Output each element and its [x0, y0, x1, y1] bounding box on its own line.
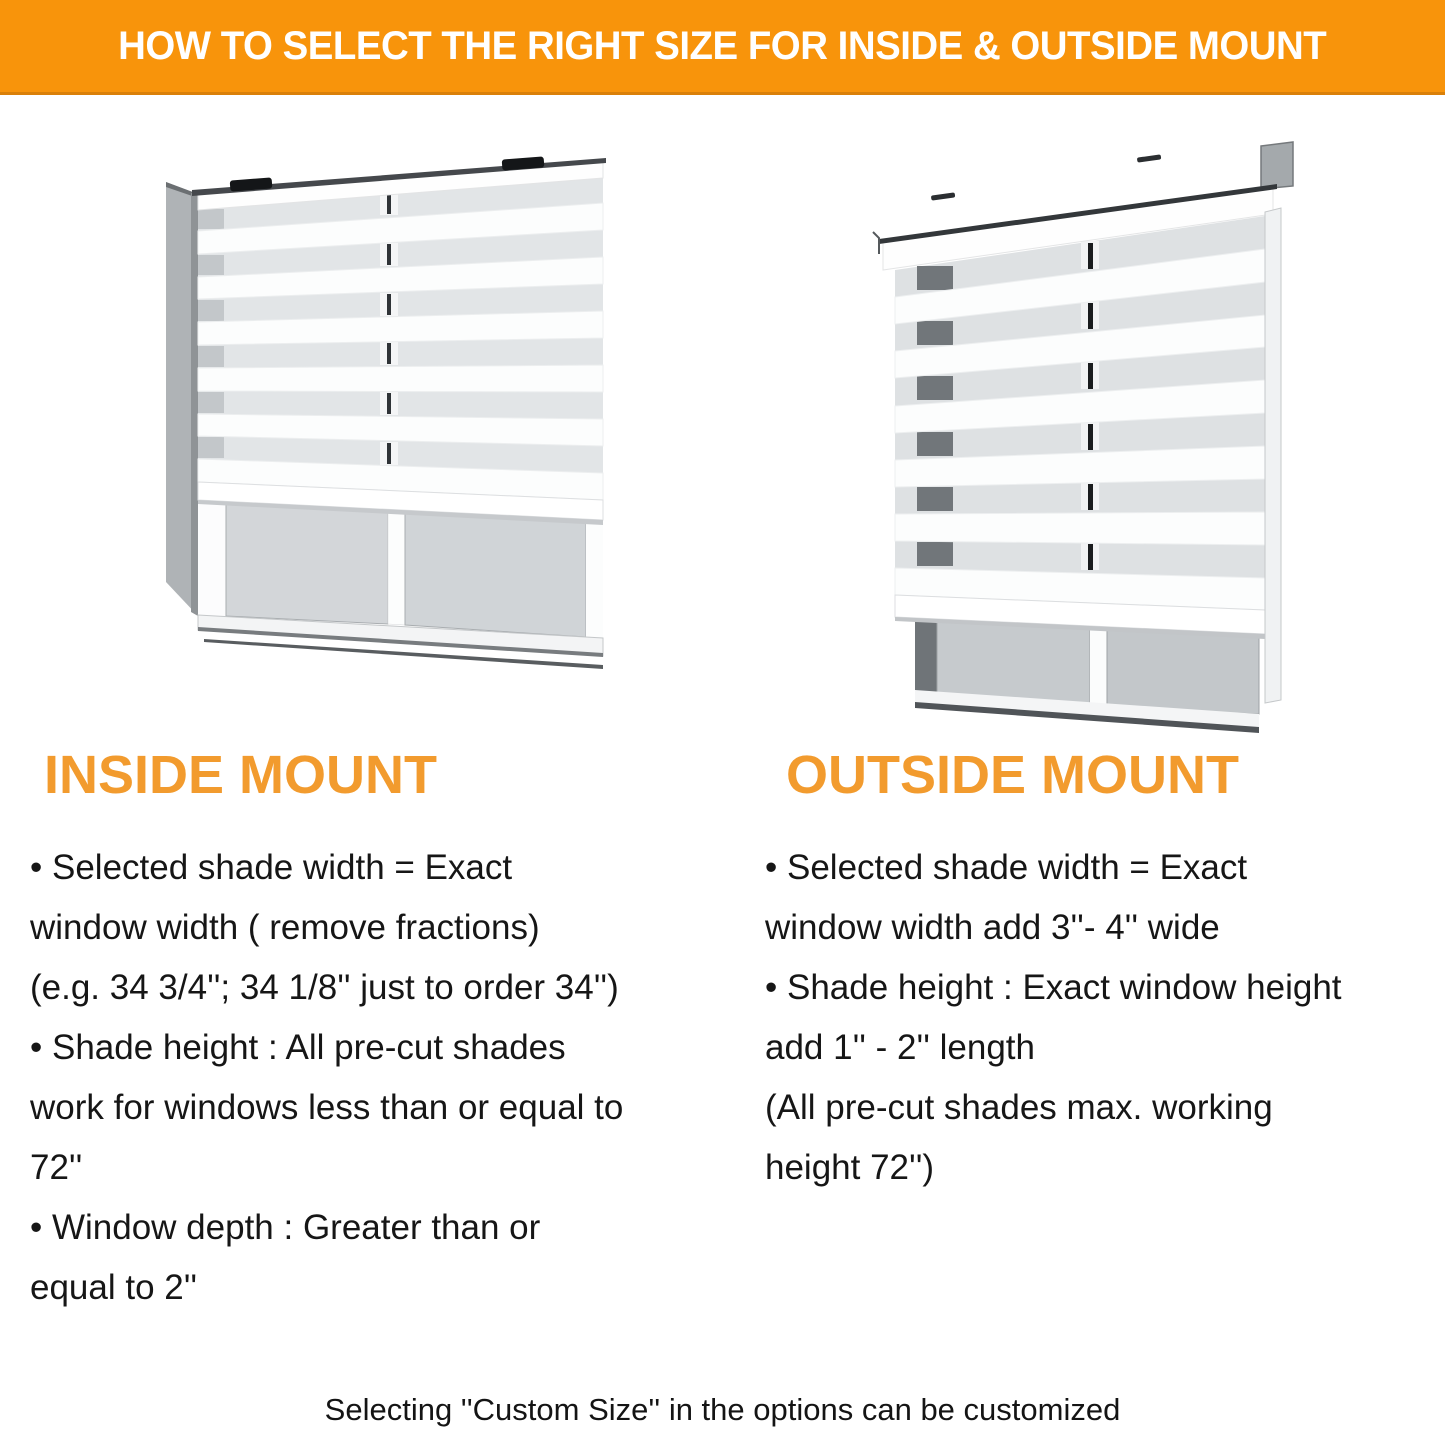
spec-line: (e.g. 34 3/4''; 34 1/8'' just to order 34''): [30, 968, 619, 1007]
spec-line: height 72''): [765, 1148, 935, 1187]
banner-title: HOW TO SELECT THE RIGHT SIZE FOR INSIDE & OUTSIDE MOUNT: [118, 23, 1327, 68]
footer-note: Selecting ''Custom Size'' in the options can be customized: [324, 1392, 1121, 1427]
spec-line: add 1'' - 2'' length: [765, 1028, 1035, 1067]
inside-mount-illustration: [158, 148, 616, 708]
spec-line: (All pre-cut shades max. working: [765, 1088, 1273, 1127]
spec-line: • Window depth : Greater than or: [30, 1208, 541, 1247]
zebra-shade: [895, 216, 1265, 639]
inside-mount-specs: [30, 838, 720, 1318]
inside-mount-heading: INSIDE MOUNT: [44, 745, 438, 805]
spec-line: • Selected shade width = Exact: [765, 848, 1248, 887]
spec-line: • Selected shade width = Exact: [30, 848, 513, 887]
spec-line: • Shade height : All pre-cut shades: [30, 1028, 566, 1067]
side-rail: [1265, 208, 1281, 703]
spec-line: 72'': [30, 1148, 83, 1187]
outside-mount-specs: [765, 838, 1405, 1198]
outside-mount-heading: OUTSIDE MOUNT: [786, 745, 1239, 805]
top-banner: [0, 0, 1445, 95]
spec-line: • Shade height : Exact window height: [765, 968, 1342, 1007]
spec-line: equal to 2'': [30, 1268, 198, 1307]
spec-line: work for windows less than or equal to: [30, 1088, 624, 1127]
outside-mount-illustration: [865, 140, 1310, 740]
spec-line: window width add 3''- 4'' wide: [765, 908, 1220, 947]
zebra-shade: [198, 176, 603, 525]
spec-line: window width ( remove fractions): [30, 908, 540, 947]
